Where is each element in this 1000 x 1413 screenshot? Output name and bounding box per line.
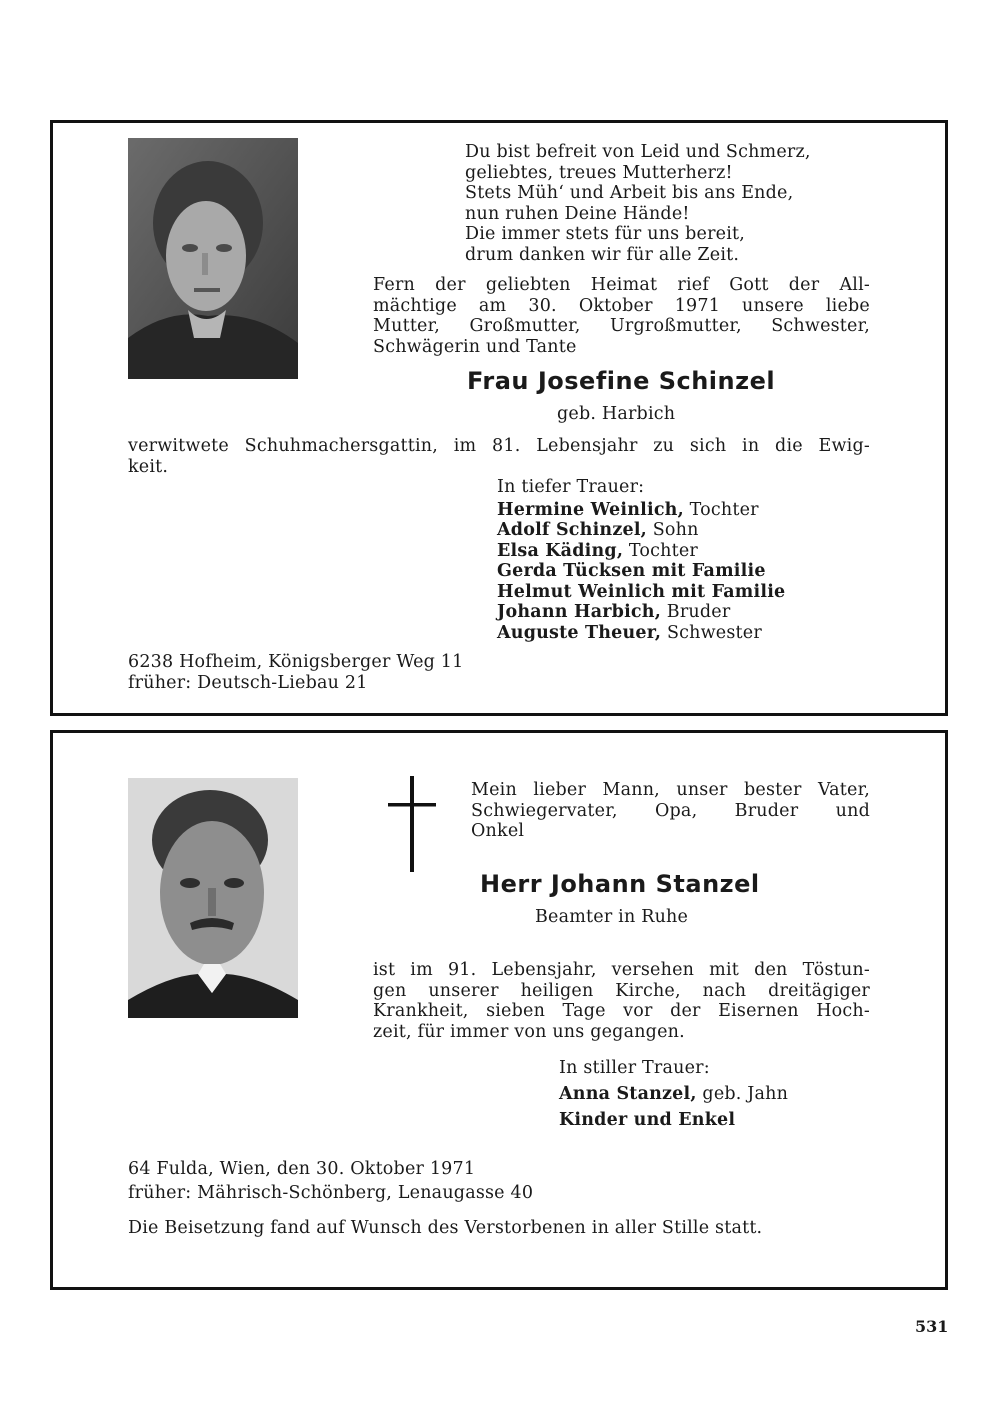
- announcement-text: [373, 960, 870, 1042]
- text-line: ist im 91. Lebensjahr, versehen mit den Töstun-: [373, 960, 870, 980]
- text-line: verwitwete Schuhmachersgattin, im 81. Lebensjahr zu sich in die Ewig-: [128, 436, 870, 456]
- announcement-text: [128, 436, 870, 477]
- memorial-poem: [465, 142, 811, 265]
- mourner: Auguste Theuer, Schwester: [497, 622, 762, 643]
- maiden-name: geb. Harbich: [557, 404, 676, 424]
- text-line: Mutter, Großmutter, Urgroßmutter, Schwester,: [373, 316, 870, 336]
- poem-line: Stets Müh‘ und Arbeit bis ans Ende,: [465, 183, 794, 203]
- text-line: Fern der geliebten Heimat rief Gott der All-: [373, 275, 870, 295]
- text-line: Schwägerin und Tante: [373, 336, 577, 357]
- address-line: 64 Fulda, Wien, den 30. Oktober 1971: [128, 1159, 476, 1179]
- mourner: Johann Harbich, Bruder: [497, 602, 731, 622]
- poem-line: Du bist befreit von Leid und Schmerz,: [465, 142, 811, 162]
- poem-line: nun ruhen Deine Hände!: [465, 203, 690, 224]
- portrait-photo-johann-stanzel: [128, 778, 298, 1018]
- deceased-name: Frau Josefine Schinzel: [467, 367, 776, 395]
- mourner: Helmut Weinlich mit Familie: [497, 581, 786, 602]
- address-line: früher: Mährisch-Schönberg, Lenaugasse 40: [128, 1183, 534, 1203]
- text-line: Mein lieber Mann, unser bester Vater,: [471, 780, 870, 800]
- deceased-title: Beamter in Ruhe: [535, 907, 689, 927]
- mourner: Hermine Weinlich, Tochter: [497, 499, 759, 520]
- text-line: Onkel: [471, 821, 525, 841]
- mourners-list: [497, 477, 785, 643]
- address-line: 6238 Hofheim, Königsberger Weg 11: [128, 652, 464, 672]
- text-line: Schwiegervater, Opa, Bruder und: [471, 800, 870, 821]
- text-line: gen unserer heiligen Kirche, nach dreitägiger: [373, 980, 870, 1001]
- poem-line: Die immer stets für uns bereit,: [465, 224, 745, 244]
- death-announcement: [373, 275, 870, 357]
- mourning-heading: In stiller Trauer:: [559, 1058, 710, 1078]
- text-line: mächtige am 30. Oktober 1971 unsere liebe: [373, 295, 870, 316]
- text-line: zeit, für immer von uns gegangen.: [373, 1021, 685, 1042]
- page-number: 531: [915, 1317, 949, 1336]
- portrait-photo-josefine-schinzel: [128, 138, 298, 379]
- mourner: Adolf Schinzel, Sohn: [497, 520, 699, 540]
- mourner: Anna Stanzel, geb. Jahn: [559, 1084, 789, 1104]
- mourners-list: [559, 1055, 788, 1133]
- cross-icon: [388, 776, 436, 872]
- text-line: Krankheit, sieben Tage vor der Eisernen Hoch-: [373, 1001, 870, 1021]
- death-announcement: [471, 780, 870, 842]
- address-block: [128, 1157, 533, 1205]
- poem-line: geliebtes, treues Mutterherz!: [465, 162, 733, 183]
- burial-note: Die Beisetzung fand auf Wunsch des Verstorbenen in aller Stille statt.: [128, 1218, 763, 1238]
- mourner: Gerda Tücksen mit Familie: [497, 561, 766, 581]
- address-line: früher: Deutsch-Liebau 21: [128, 672, 368, 693]
- deceased-name: Herr Johann Stanzel: [480, 870, 760, 898]
- poem-line: drum danken wir für alle Zeit.: [465, 244, 740, 265]
- address-block: [128, 652, 463, 693]
- mourning-heading: In tiefer Trauer:: [497, 477, 645, 497]
- text-line: keit.: [128, 456, 169, 477]
- mourner: Kinder und Enkel: [559, 1110, 736, 1130]
- mourner: Elsa Käding, Tochter: [497, 540, 698, 561]
